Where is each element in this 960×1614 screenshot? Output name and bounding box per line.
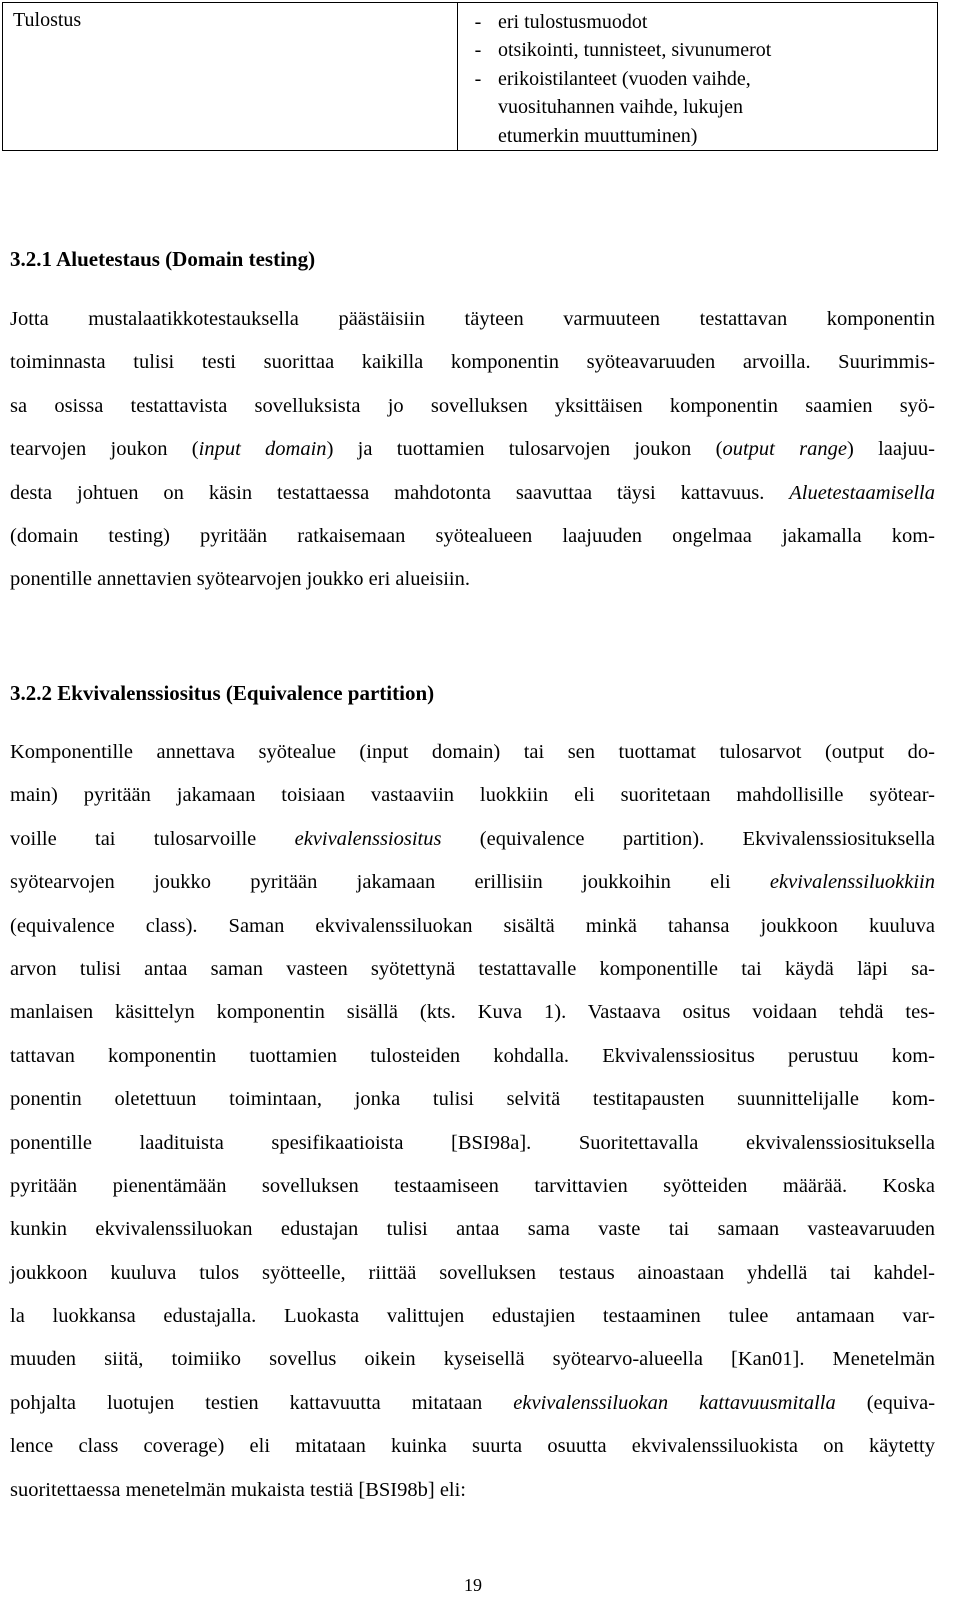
text-line: muuden siitä, toimiiko sovellus oikein kyseisellä syötearvo-alueella [Kan01]. Menetelmän: [10, 1348, 935, 1371]
text-line: (equivalence class). Saman ekvivalenssiluokan sisältä minkä tahansa joukkoon kuuluva: [10, 914, 935, 937]
emphasis-term: input domain: [198, 438, 327, 461]
text-line: tattavan komponentin tuottamien tulosteiden kohdalla. Ekvivalenssiositus perustuu kom-: [10, 1044, 935, 1067]
text-line: ponentille annettavien syötearvojen joukko eri alueisiin.: [10, 568, 470, 591]
bullet-dash: -: [474, 67, 482, 90]
text-line: manlaisen käsittelyn komponentin sisällä (kts. Kuva 1). Vastaava ositus voidaan tehdä tes-: [10, 1001, 935, 1024]
table-row-label: Tulostus: [3, 3, 458, 151]
bullet-dash: -: [474, 11, 482, 33]
text-line: (domain testing) pyritään ratkaisemaan syötealueen laajuuden ongelmaa jakamalla kom-: [10, 524, 935, 547]
text-line: desta johtuen on käsin testattaessa mahdotonta saavuttaa täysi kattavuus. Aluetestaamisella: [10, 481, 935, 504]
bullet-item: [458, 8, 937, 36]
emphasis-term: ekvivalenssiluokan kattavuusmitalla: [513, 1391, 836, 1414]
text-line: Jotta mustalaatikkotestauksella päästäisiin täyteen varmuuteen testattavan komponentin: [10, 308, 935, 330]
text-line: arvon tulisi antaa saman vasteen syötettynä testattavalle komponentille tai käydä läpi sa-: [10, 957, 935, 980]
bullet-text: erikoistilanteet (vuoden vaihde,: [498, 67, 751, 90]
section-heading-domain-testing: 3.2.1 Aluetestaus (Domain testing): [10, 247, 316, 271]
table-bullet-list: [458, 3, 938, 151]
emphasis-term: ekvivalenssiositus: [294, 827, 442, 850]
text-line: joukkoon kuuluva tulos syötteelle, riittää sovelluksen testaus ainoastaan yhdellä tai kahdel-: [10, 1261, 935, 1284]
paragraph-equivalence-partition: [10, 737, 935, 1518]
text-line: pohjalta luotujen testien kattavuutta mitataan ekvivalenssiluokan kattavuusmitalla (equiva-: [10, 1391, 936, 1414]
bullet-item: [458, 122, 937, 150]
text-line: tearvojen joukon (input domain) ja tuottamien tulosarvojen joukon (output range) laajuu-: [10, 438, 935, 461]
text-line: ponentin oletettuun toimintaan, jonka tulisi selvitä testitapausten suunnittelijalle kom-: [10, 1088, 935, 1111]
bullet-text: etumerkin muuttuminen): [498, 124, 698, 147]
emphasis-term: Aluetestaamisella: [789, 481, 935, 504]
emphasis-term: output range: [722, 438, 847, 461]
text-line: ponentille laadituista spesifikaatioista [BSI98a]. Suoritettavalla ekvivalenssiosituksella: [10, 1131, 935, 1154]
text-line: main) pyritään jakamaan toisiaan vastaaviin luokkiin eli suoritetaan mahdollisille syötear-: [10, 784, 935, 807]
page-number: 19: [464, 1575, 482, 1595]
bullet-item: [458, 65, 937, 93]
emphasis-term: ekvivalenssiluokkiin: [769, 871, 935, 894]
bullet-dash: -: [474, 39, 482, 62]
text-line: Komponentille annettava syötealue (input domain) tai sen tuottamat tulosarvot (output do-: [10, 741, 935, 763]
bullet-text: vuosituhannen vaihde, lukujen: [498, 96, 743, 119]
text-line: la luokkansa edustajalla. Luokasta valittujen edustajien testaaminen tulee antamaan var-: [10, 1305, 935, 1328]
section-heading-equivalence-partition: 3.2.2 Ekvivalenssiositus (Equivalence partition): [10, 681, 435, 705]
text-line: pyritään pienentämään sovelluksen testaamiseen tarvittavien syötteiden määrää. Koska: [10, 1174, 935, 1197]
text-line: suoritettaessa menetelmän mukaista testiä [BSI98b] eli:: [10, 1478, 467, 1501]
text-line: lence class coverage) eli mitataan kuinka suurta osuutta ekvivalenssiluokista on käytetty: [10, 1435, 935, 1458]
text-line: syötearvojen joukko pyritään jakamaan erillisiin joukkoihin eli ekvivalenssiluokkiin: [10, 871, 935, 894]
spec-table: [2, 2, 938, 151]
bullet-item: [458, 93, 937, 121]
bullet-text: otsikointi, tunnisteet, sivunumerot: [498, 39, 772, 62]
text-line: voille tai tulosarvoille ekvivalenssiositus (equivalence partition). Ekvivalenssiosituksella: [10, 827, 935, 850]
bullet-item: [458, 36, 937, 64]
text-line: kunkin ekvivalenssiluokan edustajan tulisi antaa sama vaste tai samaan vasteavaruuden: [10, 1218, 935, 1241]
text-line: sa osissa testattavista sovelluksista jo sovelluksen yksittäisen komponentin saamien syö-: [10, 394, 935, 417]
bullet-text: eri tulostusmuodot: [498, 11, 648, 33]
paragraph-domain-testing: [10, 304, 935, 608]
text-line: toiminnasta tulisi testi suorittaa kaikilla komponentin syöteavaruuden arvoilla. Suurimmis-: [10, 351, 935, 374]
